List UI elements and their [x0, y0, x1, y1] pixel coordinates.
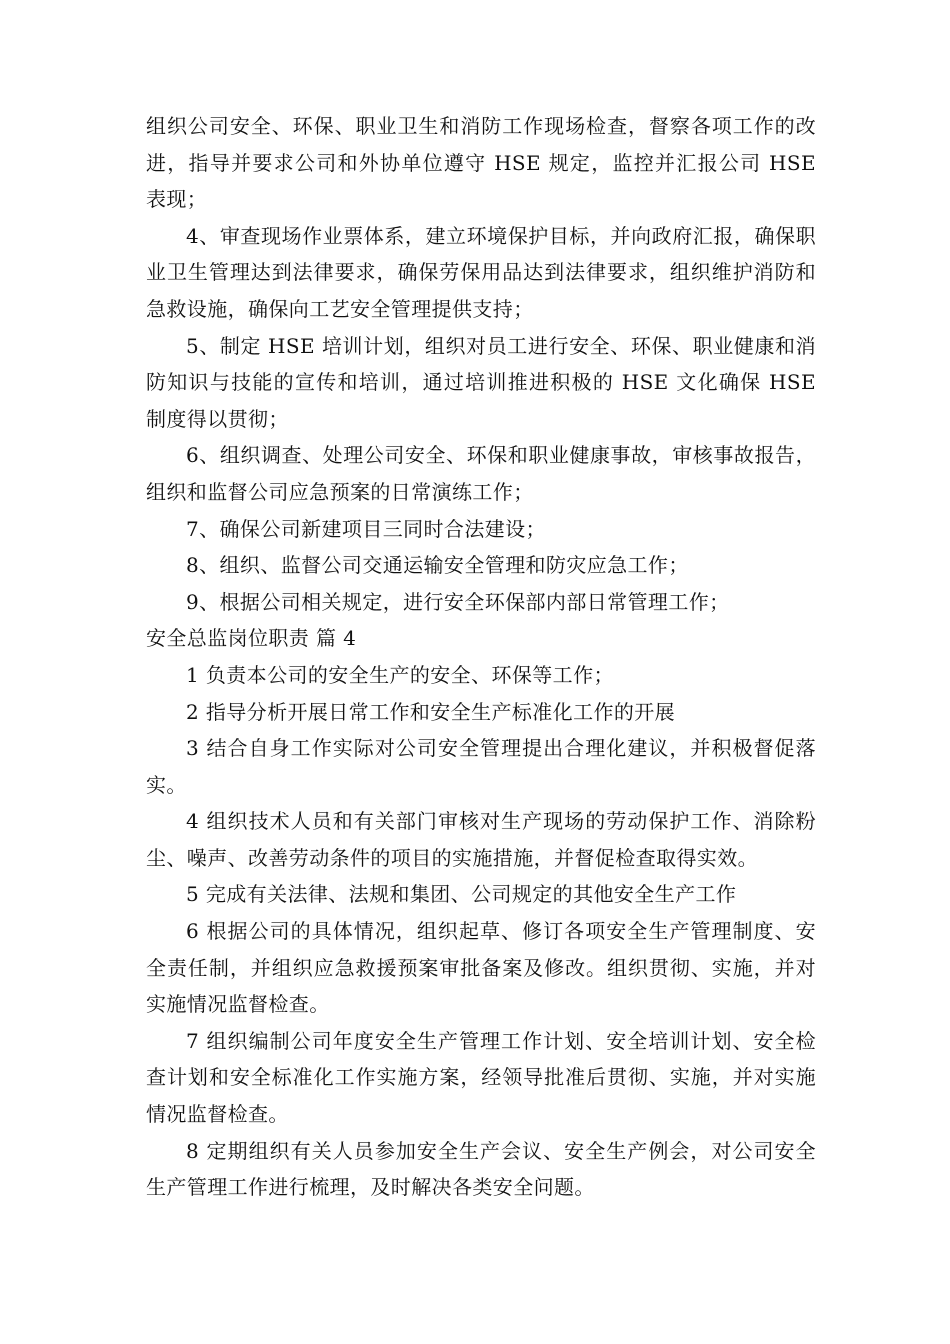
section4-item-3: 3 结合自身工作实际对公司安全管理提出合理化建议，并积极督促落实。 [146, 736, 816, 797]
section4-item-5: 5 完成有关法律、法规和集团、公司规定的其他安全生产工作 [186, 882, 737, 907]
section-heading: 安全总监岗位职责 篇 4 [146, 626, 357, 651]
document-body [146, 108, 816, 1206]
section4-item-2: 2 指导分析开展日常工作和安全生产标准化工作的开展 [186, 699, 676, 724]
duty-item-4: 4、审查现场作业票体系，建立环境保护目标，并向政府汇报，确保职业卫生管理达到法律要求，确保劳保用品达到法律要求，组织维护消防和急救设施，确保向工艺安全管理提供支持； [146, 223, 816, 321]
section4-item-1: 1 负责本公司的安全生产的安全、环保等工作； [186, 662, 614, 687]
duty-item-5: 5、制定 HSE 培训计划，组织对员工进行安全、环保、职业健康和消防知识与技能的宣传和培训，通过培训推进积极的 HSE 文化确保 HSE 制度得以贯彻； [146, 333, 816, 431]
duty-item-9: 9、根据公司相关规定，进行安全环保部内部日常管理工作； [186, 589, 730, 614]
duty-item-7: 7、确保公司新建项目三同时合法建设； [186, 516, 546, 541]
paragraph-continuation: 组织公司安全、环保、职业卫生和消防工作现场检查，督察各项工作的改进，指导并要求公司和外协单位遵守 HSE 规定，监控并汇报公司 HSE 表现； [146, 114, 816, 212]
duty-item-8: 8、组织、监督公司交通运输安全管理和防灾应急工作； [186, 553, 689, 578]
section4-item-4: 4 组织技术人员和有关部门审核对生产现场的劳动保护工作、消除粉尘、噪声、改善劳动条件的项目的实施措施，并督促检查取得实效。 [146, 809, 816, 870]
section4-item-8: 8 定期组织有关人员参加安全生产会议、安全生产例会，对公司安全生产管理工作进行梳理，及时解决各类安全问题。 [146, 1138, 816, 1200]
section4-item-6: 6 根据公司的具体情况，组织起草、修订各项安全生产管理制度、安全责任制，并组织应急救援预案审批备案及修改。组织贯彻、实施，并对实施情况监督检查。 [146, 919, 816, 1017]
duty-item-6: 6、组织调查、处理公司安全、环保和职业健康事故，审核事故报告，组织和监督公司应急预案的日常演练工作； [146, 443, 816, 504]
section4-item-7: 7 组织编制公司年度安全生产管理工作计划、安全培训计划、安全检查计划和安全标准化工作实施方案，经领导批准后贯彻、实施，并对实施情况监督检查。 [146, 1028, 816, 1127]
